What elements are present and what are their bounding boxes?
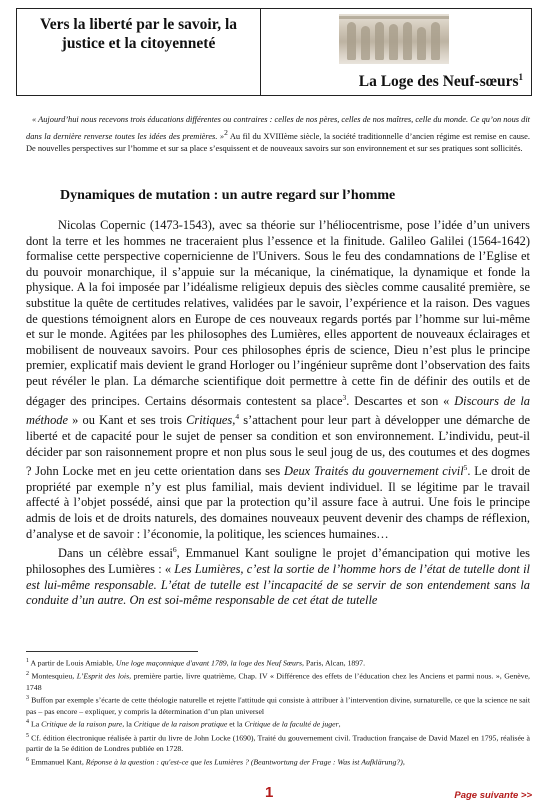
- next-page-link[interactable]: Page suivante >>: [454, 790, 532, 801]
- header-box: [16, 8, 532, 96]
- footnote-2: $^2$ Montesquieu, L’Esprit des lois, première partie, livre quatrième, Chap. IV « Différence des effets de l’éducation chez les Anciens et parmi nous. », Genève, 1748: [26, 671, 530, 692]
- footnote-1: $^1$ A partir de Louis Amiable, Une loge maçonnique d'avant 1789, la loge des Neuf Sœurs, Paris, Alcan, 1897.: [26, 658, 366, 668]
- footnote-ref: 6: [172, 545, 177, 555]
- intro-paragraph: « Aujourd’hui nous recevons trois éducations différentes ou contraires : celles de nos pères, celles de nos maîtres, celle du monde. Ce qu’on nous dit dans la dernière renverse toutes les idées des premières. »$^2$ Au fil du XVIIIème siècle, la société traditionnelle d’ancien régime est remise en cause. De nouvelles perspectives sur l’homme et sur sa place s’esquissent et de nouveaux savoirs sur son environnement et sur ses pratiques sont sollicités.: [26, 115, 530, 153]
- body-text: [26, 218, 530, 609]
- footnote-6: $^6$ Emmanuel Kant, Réponse à la question : qu'est-ce que les Lumières ? (Beantwortung der Frage : Was ist Aufklärung?),: [26, 756, 405, 767]
- paragraph-2: Dans un célèbre essai$^6$, Emmanuel Kant souligne le projet d’émancipation qui motive les philosophes des Lumières : « Les Lumières, c’est la sortie de l’homme hors de l’état de tutelle dont il est lui-même responsable. L’état de tutelle est l’incapacité de se servir de son entendement sans la conduite d’un autre. On est soi-même responsable de cet état de tutelle: [26, 545, 530, 608]
- footnote-3: $^3$ Buffon par exemple s’écarte de cette théologie naturelle et rejette l'attitude qui consiste à attribuer à l’intervention divine, surnaturelle, ce que la science ne sait pas – pas encore – expliquer, y compris la détermination d’un plan universel: [26, 695, 530, 716]
- montesquieu-quote: « Aujourd’hui nous recevons trois éducations différentes ou contraires : celles de nos pères, celles de nos maîtres, celle du monde. Ce qu’on nous dit dans la dernière renverse toutes les idées des premières. »: [26, 115, 530, 141]
- footnote-4: $^4$ La Critique de la raison pure, la Critique de la raison pratique et la Critique de la faculté de juger,: [26, 719, 341, 729]
- paragraph-1: Nicolas Copernic (1473-1543), avec sa théorie sur l’héliocentrisme, pose l’idée d’un univers dont la terre et les hommes ne traceraient plus l’essence et la finitude. Galileo Galilei (1564-1642) formalise cette perspective copernicienne de l'Univers. Sous le feu des condamnations de l’Eglise et du pouvoir monarchique, il s’appuie sur la mécanique, la cinématique, la dynamique et fonde la physique. A la foi imposée par l’idéalisme religieux depuis des siècles comme causalité première, se substitue la quête de certitudes relatives, validées par le savoir, l’expérience et la raison. Des vagues de questions témoignent alors en Europe de ces nouveaux regards portés par l’homme sur lui-même et sur le monde. Agitées par les philosophes des Lumières, elles apportent de nouveaux éclairages et mobilisent de nouveaux savoirs. Pour ces philosophes épris de science, Dieu n’est plus le principe premier, explicatif mais devient le grand Horloger ou l’ingénieur suprême dont l’observation des faits peut révéler le plan. La démarche scientifique doit permettre à cette fin de définir des outils et de dégager des principes. Certains désormais contestent sa place$^3$. Descartes et son « Discours de la méthode » ou Kant et ses trois Critiques,$^4$ s’attachent pour leur part à développer une démarche de liberté et de capacité pour le sujet de penser sa condition et son environnement. L’individu, peut-il décider par son raisonnement propre et non plus sous le seul joug de us, des coutumes et des dogmes ? John Locke met en jeu cette orientation dans ses Deux Traités du gouvernement civil$^5$. Le droit de propriété par exemple n’y est plus familial, mais devient individuel. Il se légitime par le travail affecté à l’objet possédé, ainsi que par la protection qu’il assure face à autrui. Une fois le principe admis de lois et de droits naturels, des domaines nouveaux peuvent devenir des champs de réflexion, d’analyse et de savoir : l’économie, la politique, les sciences humaines…: [26, 218, 531, 541]
- page-number: 1: [265, 784, 274, 801]
- footnote-ref: 3: [342, 392, 347, 402]
- section-title: Dynamiques de mutation : un autre regard sur l’homme: [60, 188, 396, 203]
- relief-sculpture-image: [339, 14, 449, 64]
- footnote-separator: [26, 651, 198, 652]
- header-title-cell: [17, 9, 261, 95]
- footnote-ref: 1: [518, 71, 523, 82]
- header-lodge-cell: [261, 9, 531, 95]
- footnotes: [26, 656, 530, 768]
- footnote-5: $^5$ Cf. édition électronique réalisée à partir du livre de John Locke (1690), Traité du gouvernement civil. Traduction française de David Mazel en 1795, réalisée à partir de la 5e édition de Londres publiée en 1728.: [26, 732, 530, 753]
- footnote-ref: 2: [224, 127, 228, 137]
- document-title: Vers la liberté par le savoir, la justice et la citoyenneté: [39, 16, 238, 52]
- footnote-ref: 5: [463, 463, 468, 473]
- footnote-ref: 4: [235, 412, 240, 422]
- lodge-name: La Loge des Neuf-sœurs$^1$: [358, 71, 523, 90]
